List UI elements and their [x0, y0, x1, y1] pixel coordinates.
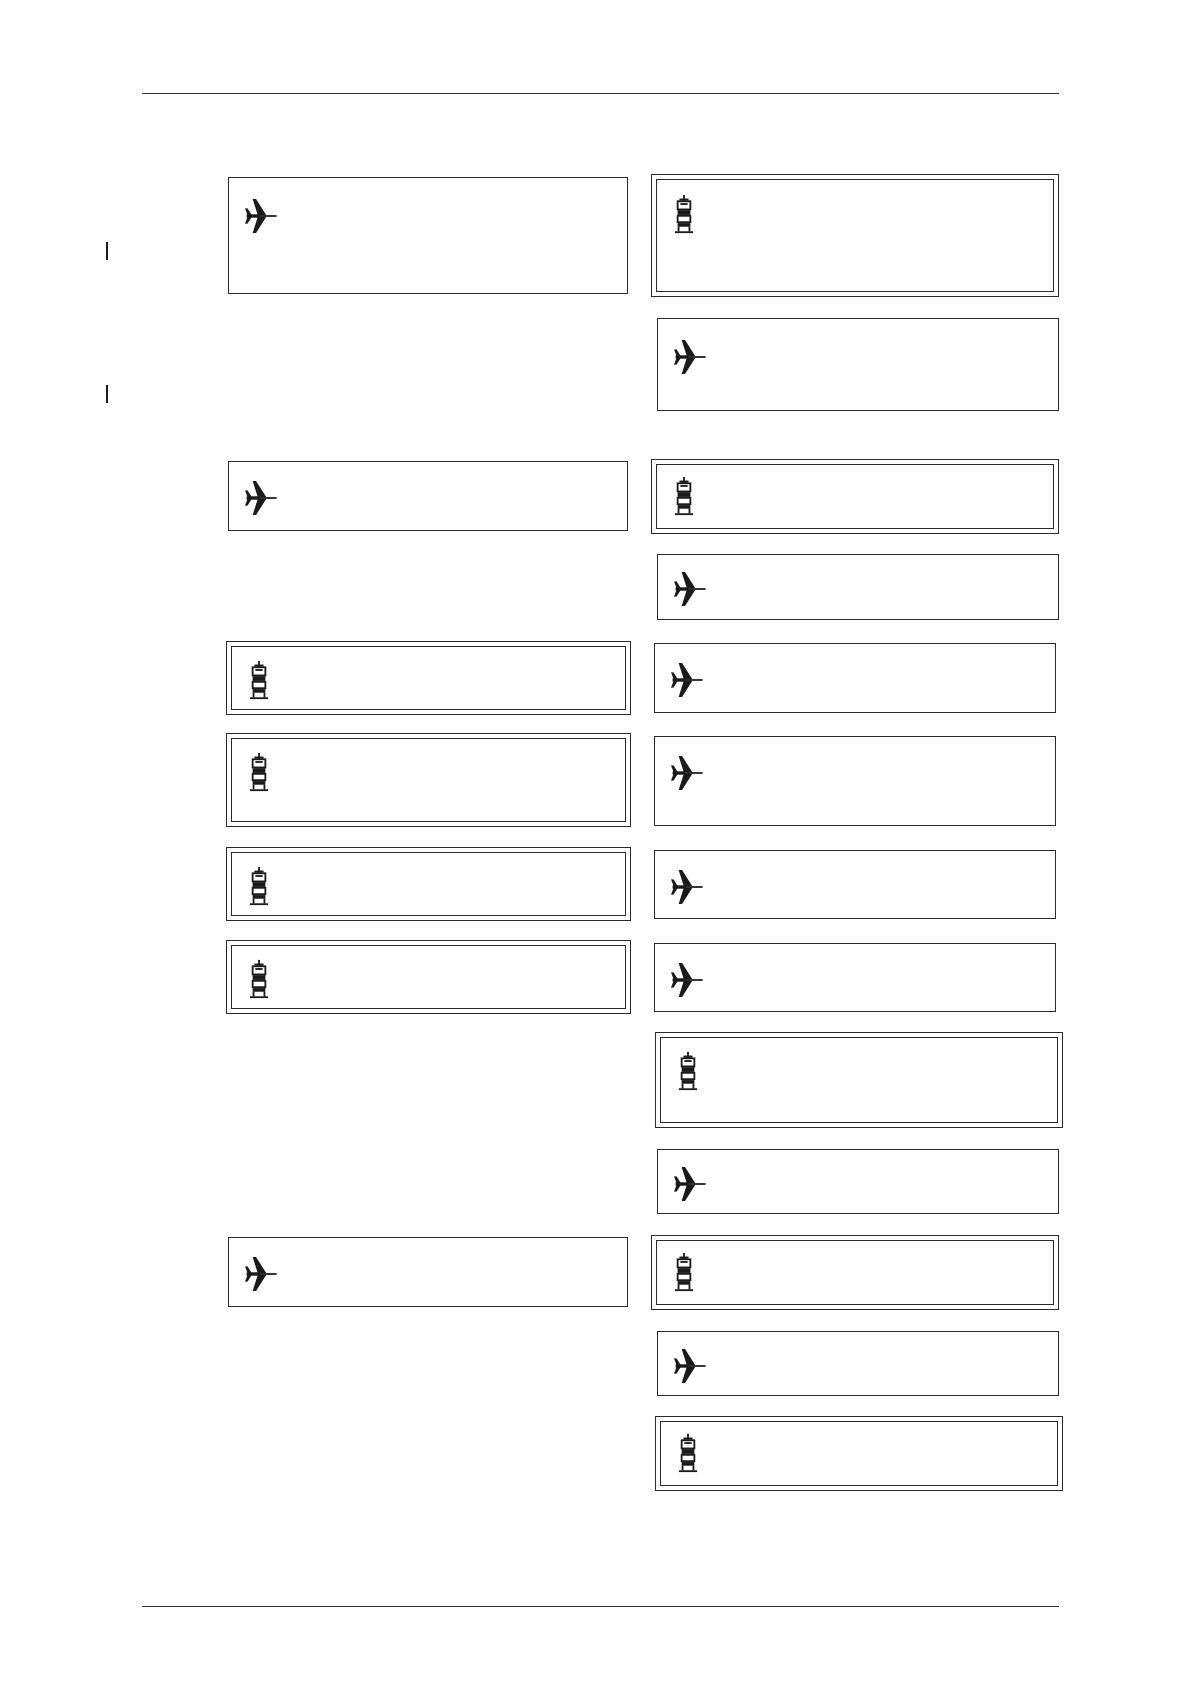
pilot-message-box — [657, 1331, 1059, 1396]
controller-message-box — [651, 1235, 1059, 1310]
control-tower-icon — [249, 752, 269, 792]
airplane-icon — [671, 751, 705, 795]
control-tower-icon — [678, 1433, 698, 1473]
controller-message-box — [226, 641, 631, 715]
header-rule — [142, 93, 1059, 94]
airplane-icon — [245, 476, 279, 520]
pilot-message-box — [228, 461, 628, 531]
controller-message-box — [226, 940, 631, 1014]
control-tower-icon — [674, 194, 694, 234]
airplane-icon — [245, 194, 279, 238]
pilot-message-box — [654, 736, 1056, 826]
pilot-message-box — [657, 1149, 1059, 1214]
airplane-icon — [674, 567, 708, 611]
margin-change-bar — [106, 385, 108, 403]
control-tower-icon — [249, 959, 269, 999]
control-tower-icon — [678, 1051, 698, 1091]
control-tower-icon — [249, 660, 269, 700]
control-tower-icon — [674, 1252, 694, 1292]
margin-change-bar — [106, 242, 108, 260]
pilot-message-box — [654, 943, 1056, 1012]
airplane-icon — [671, 958, 705, 1002]
pilot-message-box — [654, 643, 1056, 713]
controller-message-box — [226, 733, 631, 827]
pilot-message-box — [654, 850, 1056, 919]
pilot-message-box — [657, 554, 1059, 620]
pilot-message-box — [228, 177, 628, 294]
airplane-icon — [674, 335, 708, 379]
pilot-message-box — [657, 318, 1059, 411]
airplane-icon — [674, 1344, 708, 1388]
footer-rule — [142, 1606, 1059, 1607]
controller-message-box — [651, 459, 1059, 534]
controller-message-box — [655, 1032, 1063, 1128]
controller-message-box — [651, 174, 1059, 297]
control-tower-icon — [249, 866, 269, 906]
airplane-icon — [671, 658, 705, 702]
pilot-message-box — [228, 1237, 628, 1307]
airplane-icon — [671, 865, 705, 909]
control-tower-icon — [674, 476, 694, 516]
airplane-icon — [245, 1252, 279, 1296]
controller-message-box — [655, 1416, 1063, 1491]
controller-message-box — [226, 847, 631, 921]
airplane-icon — [674, 1162, 708, 1206]
